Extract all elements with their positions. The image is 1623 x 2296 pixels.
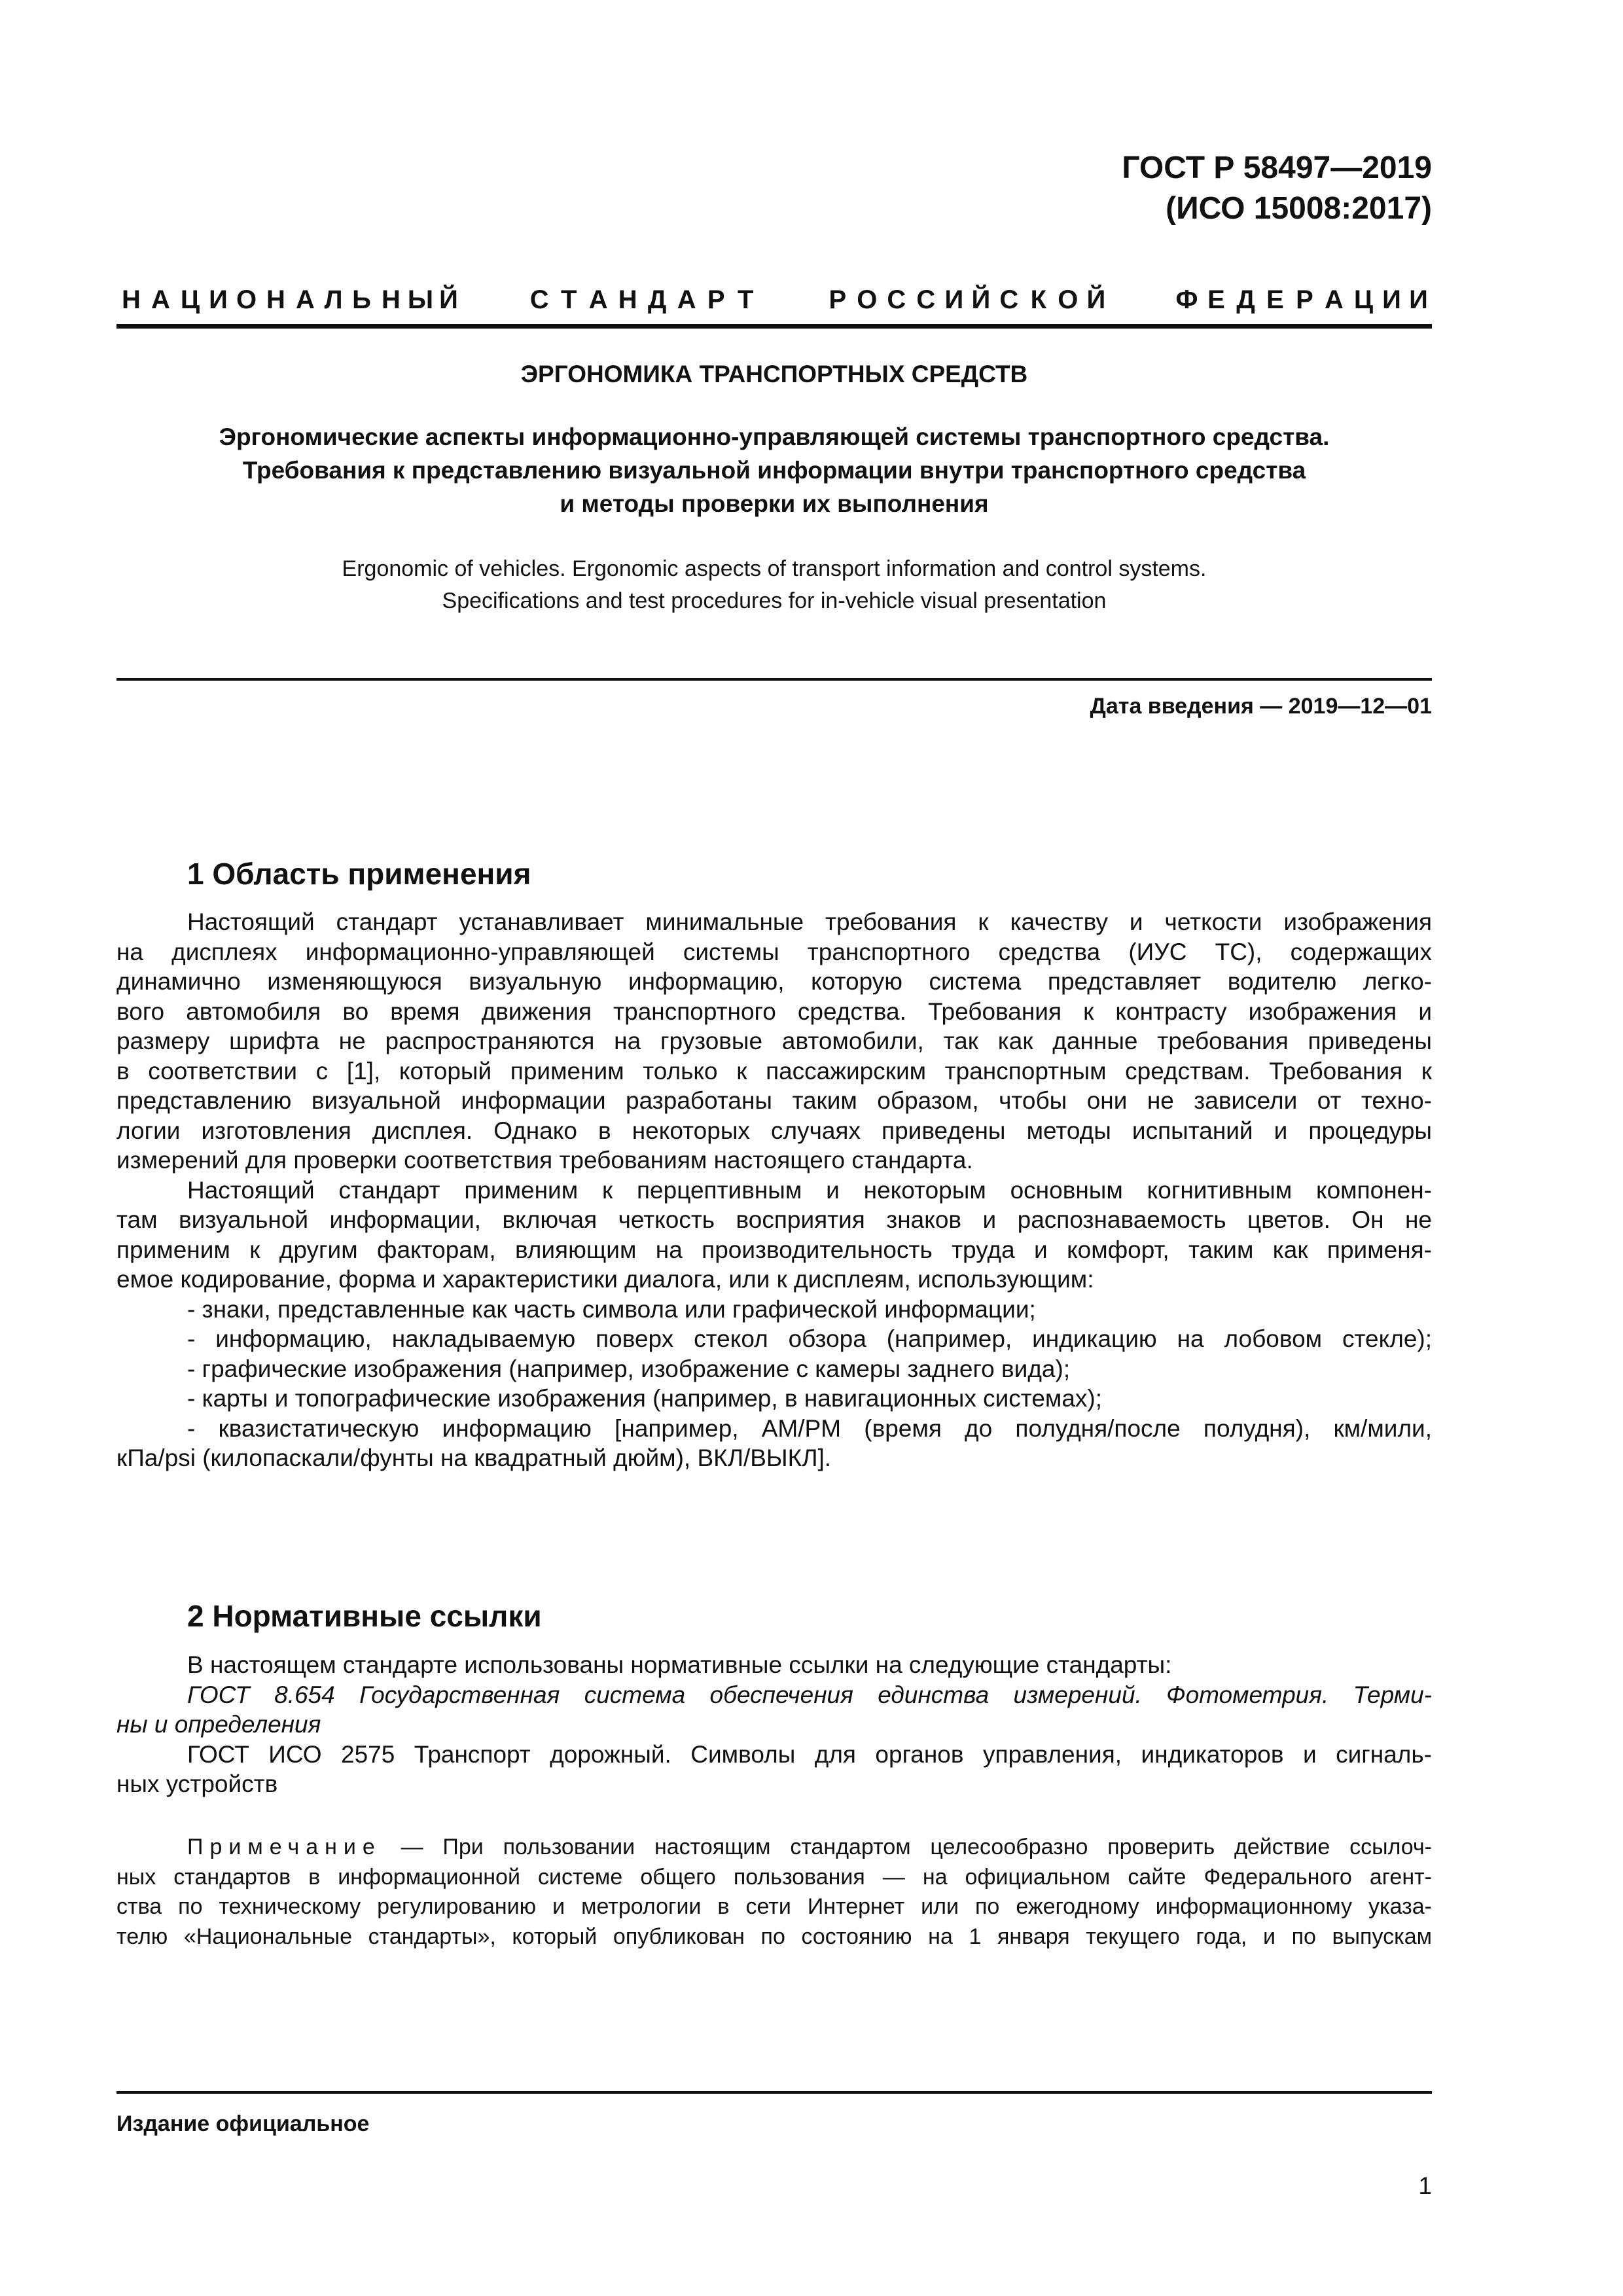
list-item: - карты и топографические изображения (например, в навигационных системах); bbox=[187, 1385, 1103, 1412]
note-line bbox=[116, 1833, 1432, 1863]
list-item: - графические изображения (например, изображение с камеры заднего вида); bbox=[187, 1355, 1071, 1382]
section-1-heading: 1 Область применения bbox=[187, 857, 531, 891]
list-item: - квазистатическую информацию [например, AM/PM (время до полудня/после полудня), км/мили, bbox=[187, 1414, 1432, 1442]
body-line: измерений для проверки соответствия требованиям настоящего стандарта. bbox=[116, 1147, 973, 1174]
banner-word: Ф Е Д Е Р А Ц И И bbox=[1175, 285, 1428, 314]
body-line: применим к другим факторам, влияющим на производительность труда и комфорт, таким как применя- bbox=[116, 1236, 1432, 1263]
header-divider bbox=[116, 324, 1432, 329]
body-line: на дисплеях информационно-управляющей системы транспортного средства (ИУС ТС), содержащих bbox=[116, 938, 1432, 965]
section-1-body bbox=[116, 907, 1432, 1473]
body-line: Настоящий стандарт применим к перцептивным и некоторым основным когнитивным компонен- bbox=[187, 1176, 1432, 1204]
body-line: вого автомобиля во время движения транспортного средства. Требования к контрасту изображения и bbox=[116, 997, 1432, 1025]
reference-line: ных устройств bbox=[116, 1770, 278, 1797]
body-line: логии изготовления дисплея. Однако в некоторых случаях приведены методы испытаний и процедуры bbox=[116, 1117, 1432, 1144]
footer-divider bbox=[116, 2091, 1432, 2094]
note-block bbox=[116, 1833, 1432, 1952]
gost-number: ГОСТ Р 58497—2019 bbox=[1122, 151, 1432, 185]
body-line: в соответствии с [1], который применим только к пассажирским транспортным средствам. Требования к bbox=[116, 1057, 1432, 1085]
section-2-body bbox=[116, 1650, 1432, 1799]
reference-line: ны и определения bbox=[116, 1711, 321, 1738]
note-line: ных стандартов в информационной системе общего пользования — на официальном сайте Федерального агент- bbox=[116, 1864, 1432, 1890]
document-designation bbox=[1122, 148, 1432, 229]
official-edition-label: Издание официальное bbox=[116, 2111, 370, 2136]
banner-word: Н А Ц И О Н А Л Ь Н Ы Й bbox=[122, 285, 458, 314]
body-line: емое кодирование, форма и характеристики диалога, или к дисплеям, использующим: bbox=[116, 1266, 1094, 1293]
banner-word: С Т А Н Д А Р Т bbox=[529, 285, 754, 314]
reference-line: ГОСТ 8.654 Государственная система обеспечения единства измерений. Фотометрия. Терми- bbox=[187, 1681, 1432, 1708]
body-line: динамично изменяющуюся визуальную информацию, которую система представляет водителю легко- bbox=[116, 968, 1432, 995]
body-line: размеру шрифта не распространяются на грузовые автомобили, так как данные требования приведены bbox=[116, 1028, 1432, 1054]
body-line: представлению визуальной информации разработаны таким образом, чтобы они не зависели от техно- bbox=[116, 1087, 1432, 1114]
national-standard-banner bbox=[116, 283, 1432, 316]
reference-line: ГОСТ ИСО 2575 Транспорт дорожный. Символы для органов управления, индикаторов и сигналь- bbox=[187, 1740, 1432, 1768]
body-line: Настоящий стандарт устанавливает минимальные требования к качеству и четкости изображения bbox=[187, 908, 1432, 935]
body-line: там визуальной информации, включая четкость восприятия знаков и распознаваемость цветов. Он не bbox=[116, 1206, 1432, 1233]
body-line: В настоящем стандарте использованы нормативные ссылки на следующие стандарты: bbox=[187, 1651, 1172, 1678]
title-divider bbox=[116, 678, 1432, 681]
subtitle-line: Эргономические аспекты информационно-управляющей системы транспортного средства. bbox=[219, 423, 1330, 450]
banner-word: Р О С С И Й С К О Й bbox=[829, 285, 1106, 314]
iso-number: (ИСО 15008:2017) bbox=[1166, 191, 1432, 226]
note-label: Примечание bbox=[187, 1835, 382, 1859]
document-subtitle bbox=[116, 420, 1432, 520]
note-line: телю «Национальные стандарты», который опубликован по состоянию на 1 января текущего года, и по выпускам bbox=[116, 1924, 1432, 1949]
english-title bbox=[116, 553, 1432, 617]
document-page bbox=[116, 0, 1432, 2296]
introduction-date: Дата введения — 2019—12—01 bbox=[1090, 694, 1432, 719]
subtitle-line: Требования к представлению визуальной информации внутри транспортного средства bbox=[242, 457, 1306, 484]
page-number: 1 bbox=[1418, 2172, 1432, 2199]
note-line: ства по техническому регулированию и метрологии в сети Интернет или по ежегодному информационному указа- bbox=[116, 1894, 1432, 1919]
english-title-line: Specifications and test procedures for in-vehicle visual presentation bbox=[442, 588, 1107, 613]
list-item: - знаки, представленные как часть символа или графической информации; bbox=[187, 1295, 1036, 1323]
body-line: кПа/psi (килопаскали/фунты на квадратный дюйм), ВКЛ/ВЫКЛ]. bbox=[116, 1444, 832, 1471]
english-title-line: Ergonomic of vehicles. Ergonomic aspects of transport information and control systems. bbox=[342, 556, 1207, 581]
section-2-heading: 2 Нормативные ссылки bbox=[187, 1599, 542, 1633]
document-title: ЭРГОНОМИКА ТРАНСПОРТНЫХ СРЕДСТВ bbox=[520, 361, 1028, 387]
note-text: — При пользовании настоящим стандартом целесообразно проверить действие ссылоч- bbox=[381, 1835, 1432, 1859]
list-item: - информацию, накладываемую поверх стекол обзора (например, индикацию на лобовом стекле); bbox=[187, 1325, 1432, 1352]
subtitle-line: и методы проверки их выполнения bbox=[560, 490, 989, 517]
